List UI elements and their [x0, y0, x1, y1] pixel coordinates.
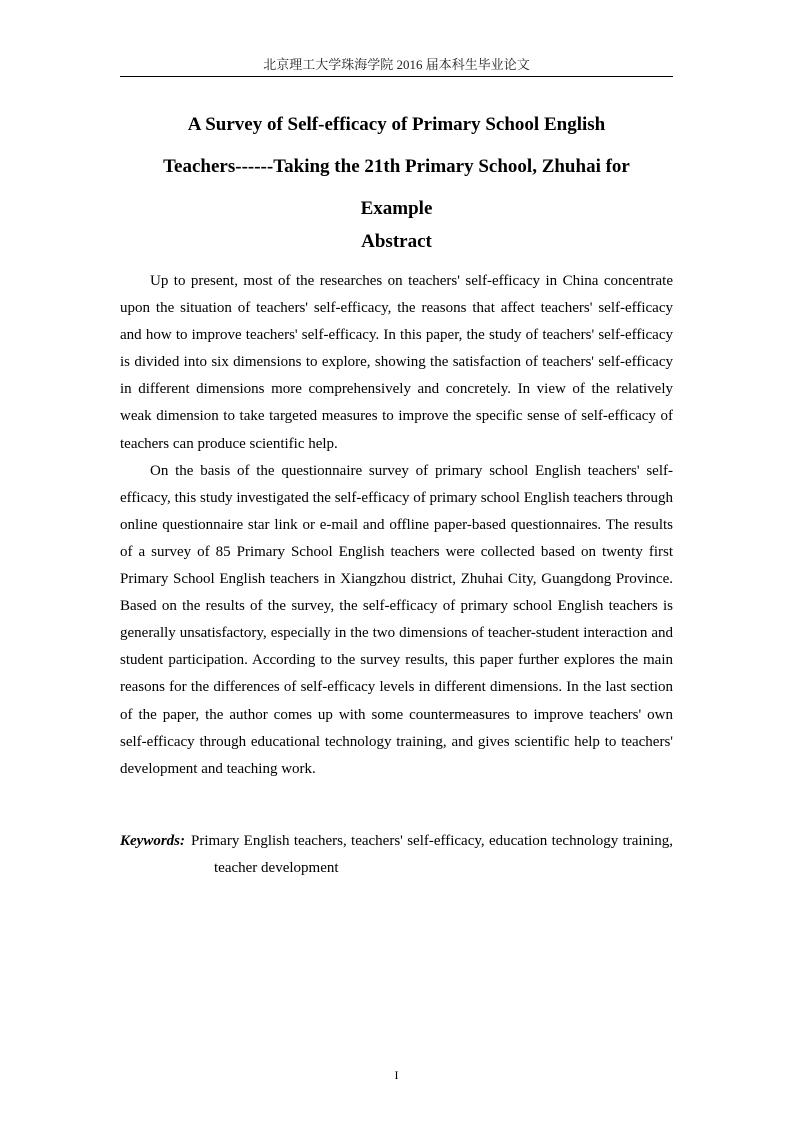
keywords-text: Primary English teachers, teachers' self-efficacy, education technology training, teacher development [191, 833, 673, 876]
abstract-heading: Abstract [361, 231, 432, 252]
abstract-paragraph-2: On the basis of the questionnaire survey of primary school English teachers' self-efficacy, this study investigated the self-efficacy of primary school English teachers through online questionnaire star link or e-mail and offline paper-based questionnaires. The results of a survey of 85 Primary School English teachers were collected based on twenty first Primary School English teachers in Xiangzhou district, Zhuhai City, Guangdong Province. Based on the results of the survey, the self-efficacy of primary school English teachers is generally unsatisfactory, especially in the two dimensions of teacher-student interaction and student participation. According to the survey results, this paper further explores the main reasons for the differences of self-efficacy levels in different dimensions. In the last section of the paper, the author comes up with some countermeasures to improve teachers' own self-efficacy through educational technology training, and gives scientific help to teachers' development and teaching work. [120, 462, 673, 777]
keywords-label: Keywords: [120, 833, 185, 849]
keywords-block [120, 828, 673, 882]
abstract-body [120, 268, 673, 783]
header-divider [120, 76, 673, 77]
thesis-title [120, 104, 673, 230]
page-number: I [394, 1068, 399, 1082]
thesis-title-line-3: Example [360, 198, 433, 219]
thesis-title-line-1: A Survey of Self-efficacy of Primary School English [187, 114, 606, 135]
page-header: 北京理工大学珠海学院 2016 届本科生毕业论文 [263, 57, 530, 72]
thesis-title-line-2: Teachers------Taking the 21th Primary School, Zhuhai for [163, 156, 630, 177]
abstract-paragraph-1: Up to present, most of the researches on teachers' self-efficacy in China concentrate upon the situation of teachers' self-efficacy, the reasons that affect teachers' self-efficacy and how to improve teachers' self-efficacy. In this paper, the study of teachers' self-efficacy is divided into six dimensions to explore, showing the satisfaction of teachers' self-efficacy in different dimensions more comprehensively and concretely. In view of the relatively weak dimension to take targeted measures to improve the specific sense of self-efficacy of teachers can produce scientific help. [120, 273, 673, 452]
